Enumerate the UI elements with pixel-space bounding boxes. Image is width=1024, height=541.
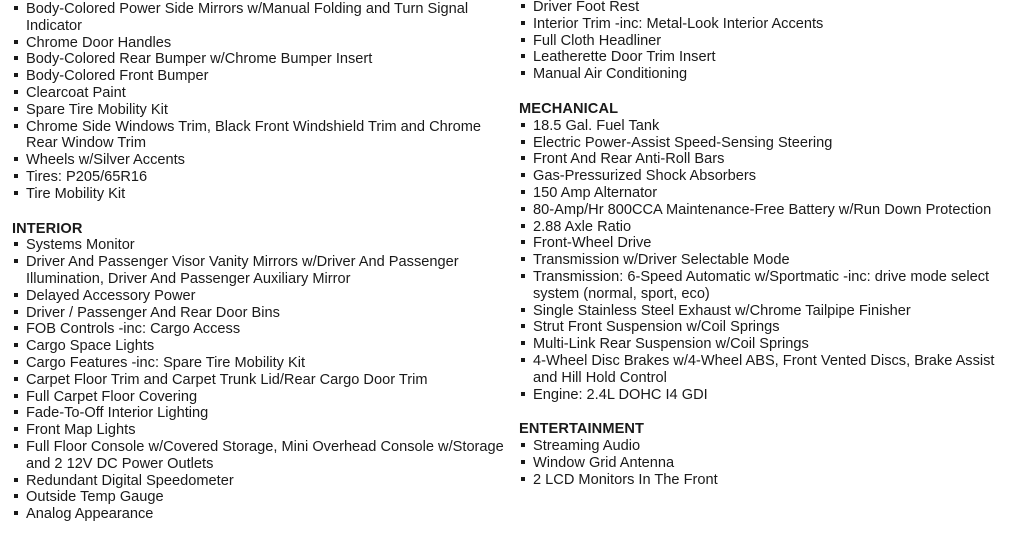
list-item — [519, 353, 1019, 387]
mechanical-heading: MECHANICAL — [519, 100, 619, 117]
exterior-list — [12, 1, 512, 203]
item-text: 4-Wheel Disc Brakes w/4-Wheel ABS, Front Vented Discs, Brake Assist and Hill Hold Control — [533, 352, 995, 386]
item-text: Strut Front Suspension w/Coil Springs — [533, 319, 780, 336]
list-item — [519, 66, 1019, 83]
bullet-icon — [521, 324, 525, 328]
list-item — [12, 186, 512, 203]
item-text: Body-Colored Rear Bumper w/Chrome Bumper Insert — [26, 51, 373, 68]
list-item — [12, 473, 512, 490]
item-text: 150 Amp Alternator — [533, 184, 658, 201]
list-item — [519, 0, 1019, 16]
list-item — [519, 16, 1019, 33]
bullet-icon — [14, 191, 18, 195]
bullet-icon — [521, 140, 525, 144]
item-text: Systems Monitor — [26, 237, 135, 254]
bullet-icon — [14, 56, 18, 60]
list-item — [12, 321, 512, 338]
item-text: Window Grid Antenna — [533, 454, 675, 471]
bullet-icon — [14, 511, 18, 515]
item-text: Full Floor Console w/Covered Storage, Mini Overhead Console w/Storage and 2 12V DC Power Outlets — [26, 438, 504, 472]
item-text: 80-Amp/Hr 800CCA Maintenance-Free Battery w/Run Down Protection — [533, 201, 992, 218]
item-text: 2.88 Axle Ratio — [533, 218, 632, 235]
bullet-icon — [14, 242, 18, 246]
interior-heading: INTERIOR — [12, 220, 83, 237]
item-text: Cargo Space Lights — [26, 338, 155, 355]
list-item — [12, 288, 512, 305]
bullet-icon — [521, 477, 525, 481]
bullet-icon — [14, 174, 18, 178]
list-item — [519, 135, 1019, 152]
list-item — [519, 202, 1019, 219]
item-text: Driver / Passenger And Rear Door Bins — [26, 304, 280, 321]
list-item — [519, 319, 1019, 336]
list-item — [12, 68, 512, 85]
list-item — [12, 405, 512, 422]
list-item — [12, 85, 512, 102]
bullet-icon — [14, 360, 18, 364]
list-item — [12, 422, 512, 439]
bullet-icon — [14, 394, 18, 398]
item-text: Tires: P205/65R16 — [26, 168, 148, 185]
item-text: Wheels w/Silver Accents — [26, 152, 185, 169]
item-text: Delayed Accessory Power — [26, 287, 196, 304]
bullet-icon — [14, 107, 18, 111]
item-text: Gas-Pressurized Shock Absorbers — [533, 168, 757, 185]
list-item — [12, 102, 512, 119]
bullet-icon — [14, 40, 18, 44]
list-item — [519, 252, 1019, 269]
bullet-icon — [521, 54, 525, 58]
item-text: Driver And Passenger Visor Vanity Mirrors w/Driver And Passenger Illumination, Driver And Passenger Auxiliary Mirror — [26, 254, 459, 287]
list-item — [12, 489, 512, 506]
list-item — [12, 439, 512, 473]
item-text: Transmission w/Driver Selectable Mode — [533, 252, 790, 269]
list-item — [519, 336, 1019, 353]
bullet-icon — [521, 190, 525, 194]
list-item — [519, 151, 1019, 168]
list-item — [12, 35, 512, 52]
list-item — [12, 237, 512, 254]
bullet-icon — [14, 90, 18, 94]
list-item — [519, 387, 1019, 404]
item-text: Streaming Audio — [533, 438, 641, 455]
list-item — [519, 33, 1019, 50]
bullet-icon — [521, 460, 525, 464]
list-item — [12, 51, 512, 68]
item-text: Redundant Digital Speedometer — [26, 472, 234, 489]
item-text: Multi-Link Rear Suspension w/Coil Springs — [533, 336, 809, 353]
item-text: Full Carpet Floor Covering — [26, 388, 198, 405]
item-text: Body-Colored Power Side Mirrors w/Manual Folding and Turn Signal Indicator — [26, 1, 469, 34]
list-item — [519, 235, 1019, 252]
item-text: Front Map Lights — [26, 422, 136, 439]
bullet-icon — [521, 38, 525, 42]
item-text: Analog Appearance — [26, 506, 154, 523]
list-item — [12, 389, 512, 406]
item-text: Tire Mobility Kit — [26, 185, 126, 202]
bullet-icon — [521, 4, 525, 8]
bullet-icon — [521, 224, 525, 228]
item-text: Electric Power-Assist Speed-Sensing Steering — [533, 134, 833, 151]
item-text: Manual Air Conditioning — [533, 66, 688, 83]
list-item — [519, 219, 1019, 236]
item-text: Carpet Floor Trim and Carpet Trunk Lid/Rear Cargo Door Trim — [26, 371, 428, 388]
list-item — [519, 472, 1019, 489]
bullet-icon — [14, 427, 18, 431]
bullet-icon — [521, 21, 525, 25]
bullet-icon — [521, 71, 525, 75]
list-item — [519, 118, 1019, 135]
item-text: Interior Trim -inc: Metal-Look Interior Accents — [533, 15, 824, 32]
bullet-icon — [14, 478, 18, 482]
list-item — [12, 152, 512, 169]
list-item — [12, 355, 512, 372]
bullet-icon — [14, 293, 18, 297]
bullet-icon — [14, 6, 18, 10]
item-text: Chrome Side Windows Trim, Black Front Windshield Trim and Chrome Rear Window Trim — [26, 118, 481, 152]
item-text: Clearcoat Paint — [26, 84, 126, 101]
item-text: Body-Colored Front Bumper — [26, 68, 209, 85]
list-item — [12, 506, 512, 523]
list-item — [12, 305, 512, 322]
item-text: Front And Rear Anti-Roll Bars — [533, 151, 725, 168]
bullet-icon — [521, 207, 525, 211]
bullet-icon — [521, 257, 525, 261]
list-item — [12, 372, 512, 389]
bullet-icon — [521, 240, 525, 244]
bullet-icon — [521, 443, 525, 447]
list-item — [519, 185, 1019, 202]
bullet-icon — [521, 274, 525, 278]
list-item — [519, 455, 1019, 472]
right-column — [519, 0, 1019, 489]
item-text: Leatherette Door Trim Insert — [533, 49, 716, 66]
item-text: Full Cloth Headliner — [533, 32, 662, 49]
bullet-icon — [14, 326, 18, 330]
list-item — [12, 254, 512, 288]
bullet-icon — [14, 124, 18, 128]
list-item — [12, 338, 512, 355]
list-item — [12, 169, 512, 186]
bullet-icon — [521, 123, 525, 127]
item-text: Fade-To-Off Interior Lighting — [26, 405, 209, 422]
entertainment-heading: ENTERTAINMENT — [519, 421, 645, 438]
bullet-icon — [14, 377, 18, 381]
item-text: Transmission: 6-Speed Automatic w/Sportmatic -inc: drive mode select system (normal, sport, eco) — [533, 268, 990, 302]
item-text: Chrome Door Handles — [26, 34, 172, 51]
list-item — [519, 438, 1019, 455]
item-text: FOB Controls -inc: Cargo Access — [26, 321, 241, 338]
bullet-icon — [521, 173, 525, 177]
bullet-icon — [521, 308, 525, 312]
item-text: Engine: 2.4L DOHC I4 GDI — [533, 386, 708, 403]
bullet-icon — [521, 392, 525, 396]
list-item — [12, 1, 512, 35]
bullet-icon — [14, 310, 18, 314]
mechanical-list — [519, 118, 1019, 404]
bullet-icon — [14, 494, 18, 498]
item-text: Spare Tire Mobility Kit — [26, 101, 168, 118]
bullet-icon — [14, 343, 18, 347]
item-text: 18.5 Gal. Fuel Tank — [533, 117, 660, 134]
bullet-icon — [14, 444, 18, 448]
list-item — [12, 119, 512, 153]
list-item — [519, 303, 1019, 320]
bullet-icon — [521, 156, 525, 160]
item-text: Front-Wheel Drive — [533, 235, 652, 252]
bullet-icon — [14, 157, 18, 161]
interior-continued-list — [519, 0, 1019, 83]
item-text: Cargo Features -inc: Spare Tire Mobility Kit — [26, 354, 306, 371]
bullet-icon — [14, 259, 18, 263]
list-item — [519, 269, 1019, 303]
list-item — [519, 168, 1019, 185]
bullet-icon — [14, 410, 18, 414]
item-text: Outside Temp Gauge — [26, 489, 164, 506]
bullet-icon — [521, 341, 525, 345]
interior-list — [12, 237, 512, 523]
list-item — [519, 49, 1019, 66]
entertainment-list — [519, 438, 1019, 488]
item-text: Driver Foot Rest — [533, 0, 640, 15]
item-text: Single Stainless Steel Exhaust w/Chrome Tailpipe Finisher — [533, 302, 911, 319]
left-column — [12, 1, 512, 523]
bullet-icon — [14, 73, 18, 77]
bullet-icon — [521, 358, 525, 362]
item-text: 2 LCD Monitors In The Front — [533, 471, 718, 488]
